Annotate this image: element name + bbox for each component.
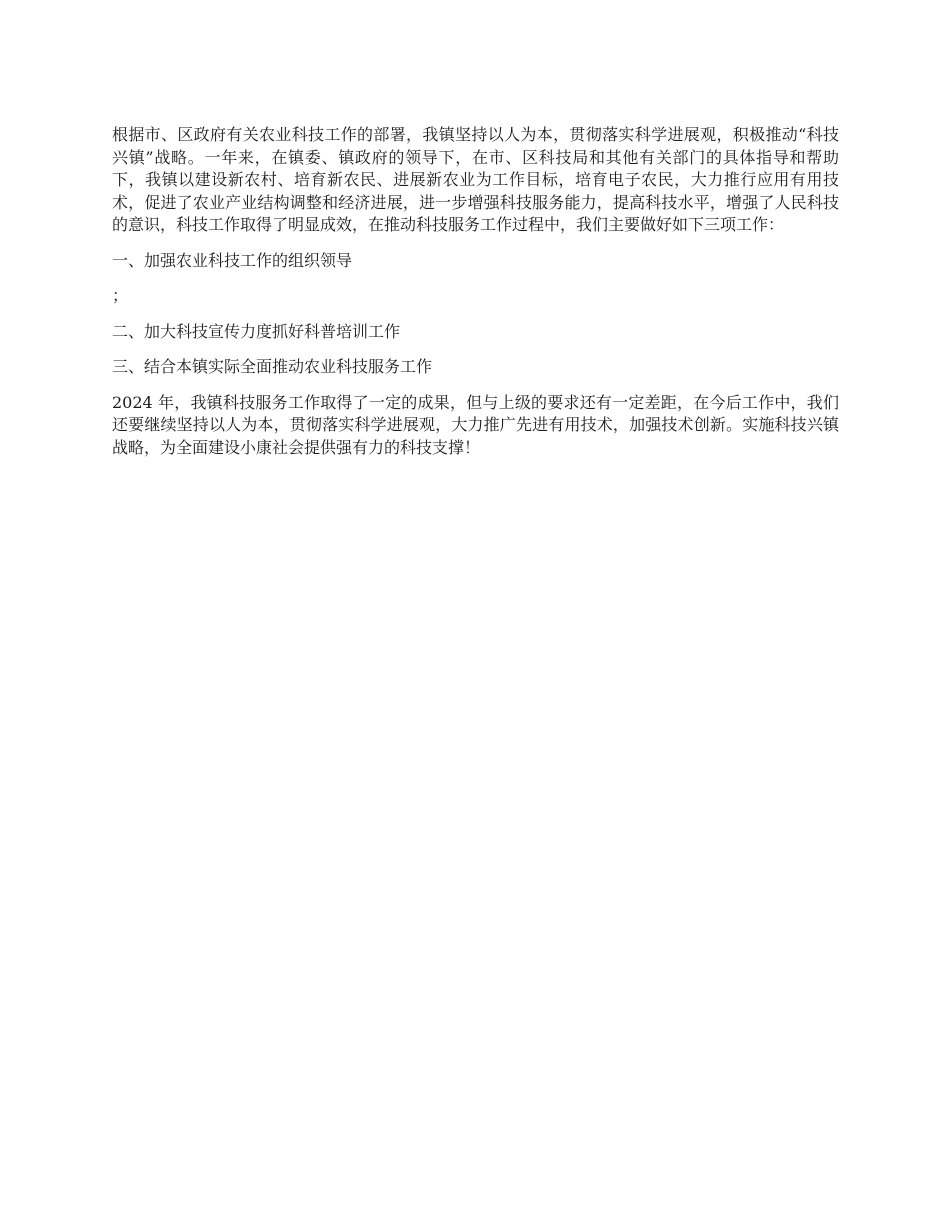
document-body xyxy=(112,124,839,472)
section-heading-1: 一、加强农业科技工作的组织领导 xyxy=(112,250,353,270)
intro-paragraph: 根据市、区政府有关农业科技工作的部署，我镇坚持以人为本，贯彻落实科学进展观，积极推动“科技兴镇”战略。一年来，在镇委、镇政府的领导下，在市、区科技局和其他有关部门的具体指导和帮助下，我镇以建设新农村、培育新农民、进展新农业为工作目标，培育电子农民，大力推行应用有用技术，促进了农业产业结构调整和经济进展，进一步增强科技服务能力，提高科技水平，增强了人民科技的意识，科技工作取得了明显成效，在推动科技服务工作过程中，我们主要做好如下三项工作： xyxy=(112,125,839,234)
separator-mark: ； xyxy=(112,286,129,305)
section-heading-3: 三、结合本镇实际全面推动农业科技服务工作 xyxy=(112,357,433,376)
conclusion-paragraph: 2024 年，我镇科技服务工作取得了一定的成果，但与上级的要求还有一定差距，在今后工作中，我们还要继续坚持以人为本，贯彻落实科学进展观，大力推广先进有用技术，加强技术创新。实施科技兴镇战略，为全面建设小康社会提供强有力的科技支撑！ xyxy=(112,392,839,457)
section-heading-2: 二、加大科技宣传力度抓好科普培训工作 xyxy=(112,321,401,341)
